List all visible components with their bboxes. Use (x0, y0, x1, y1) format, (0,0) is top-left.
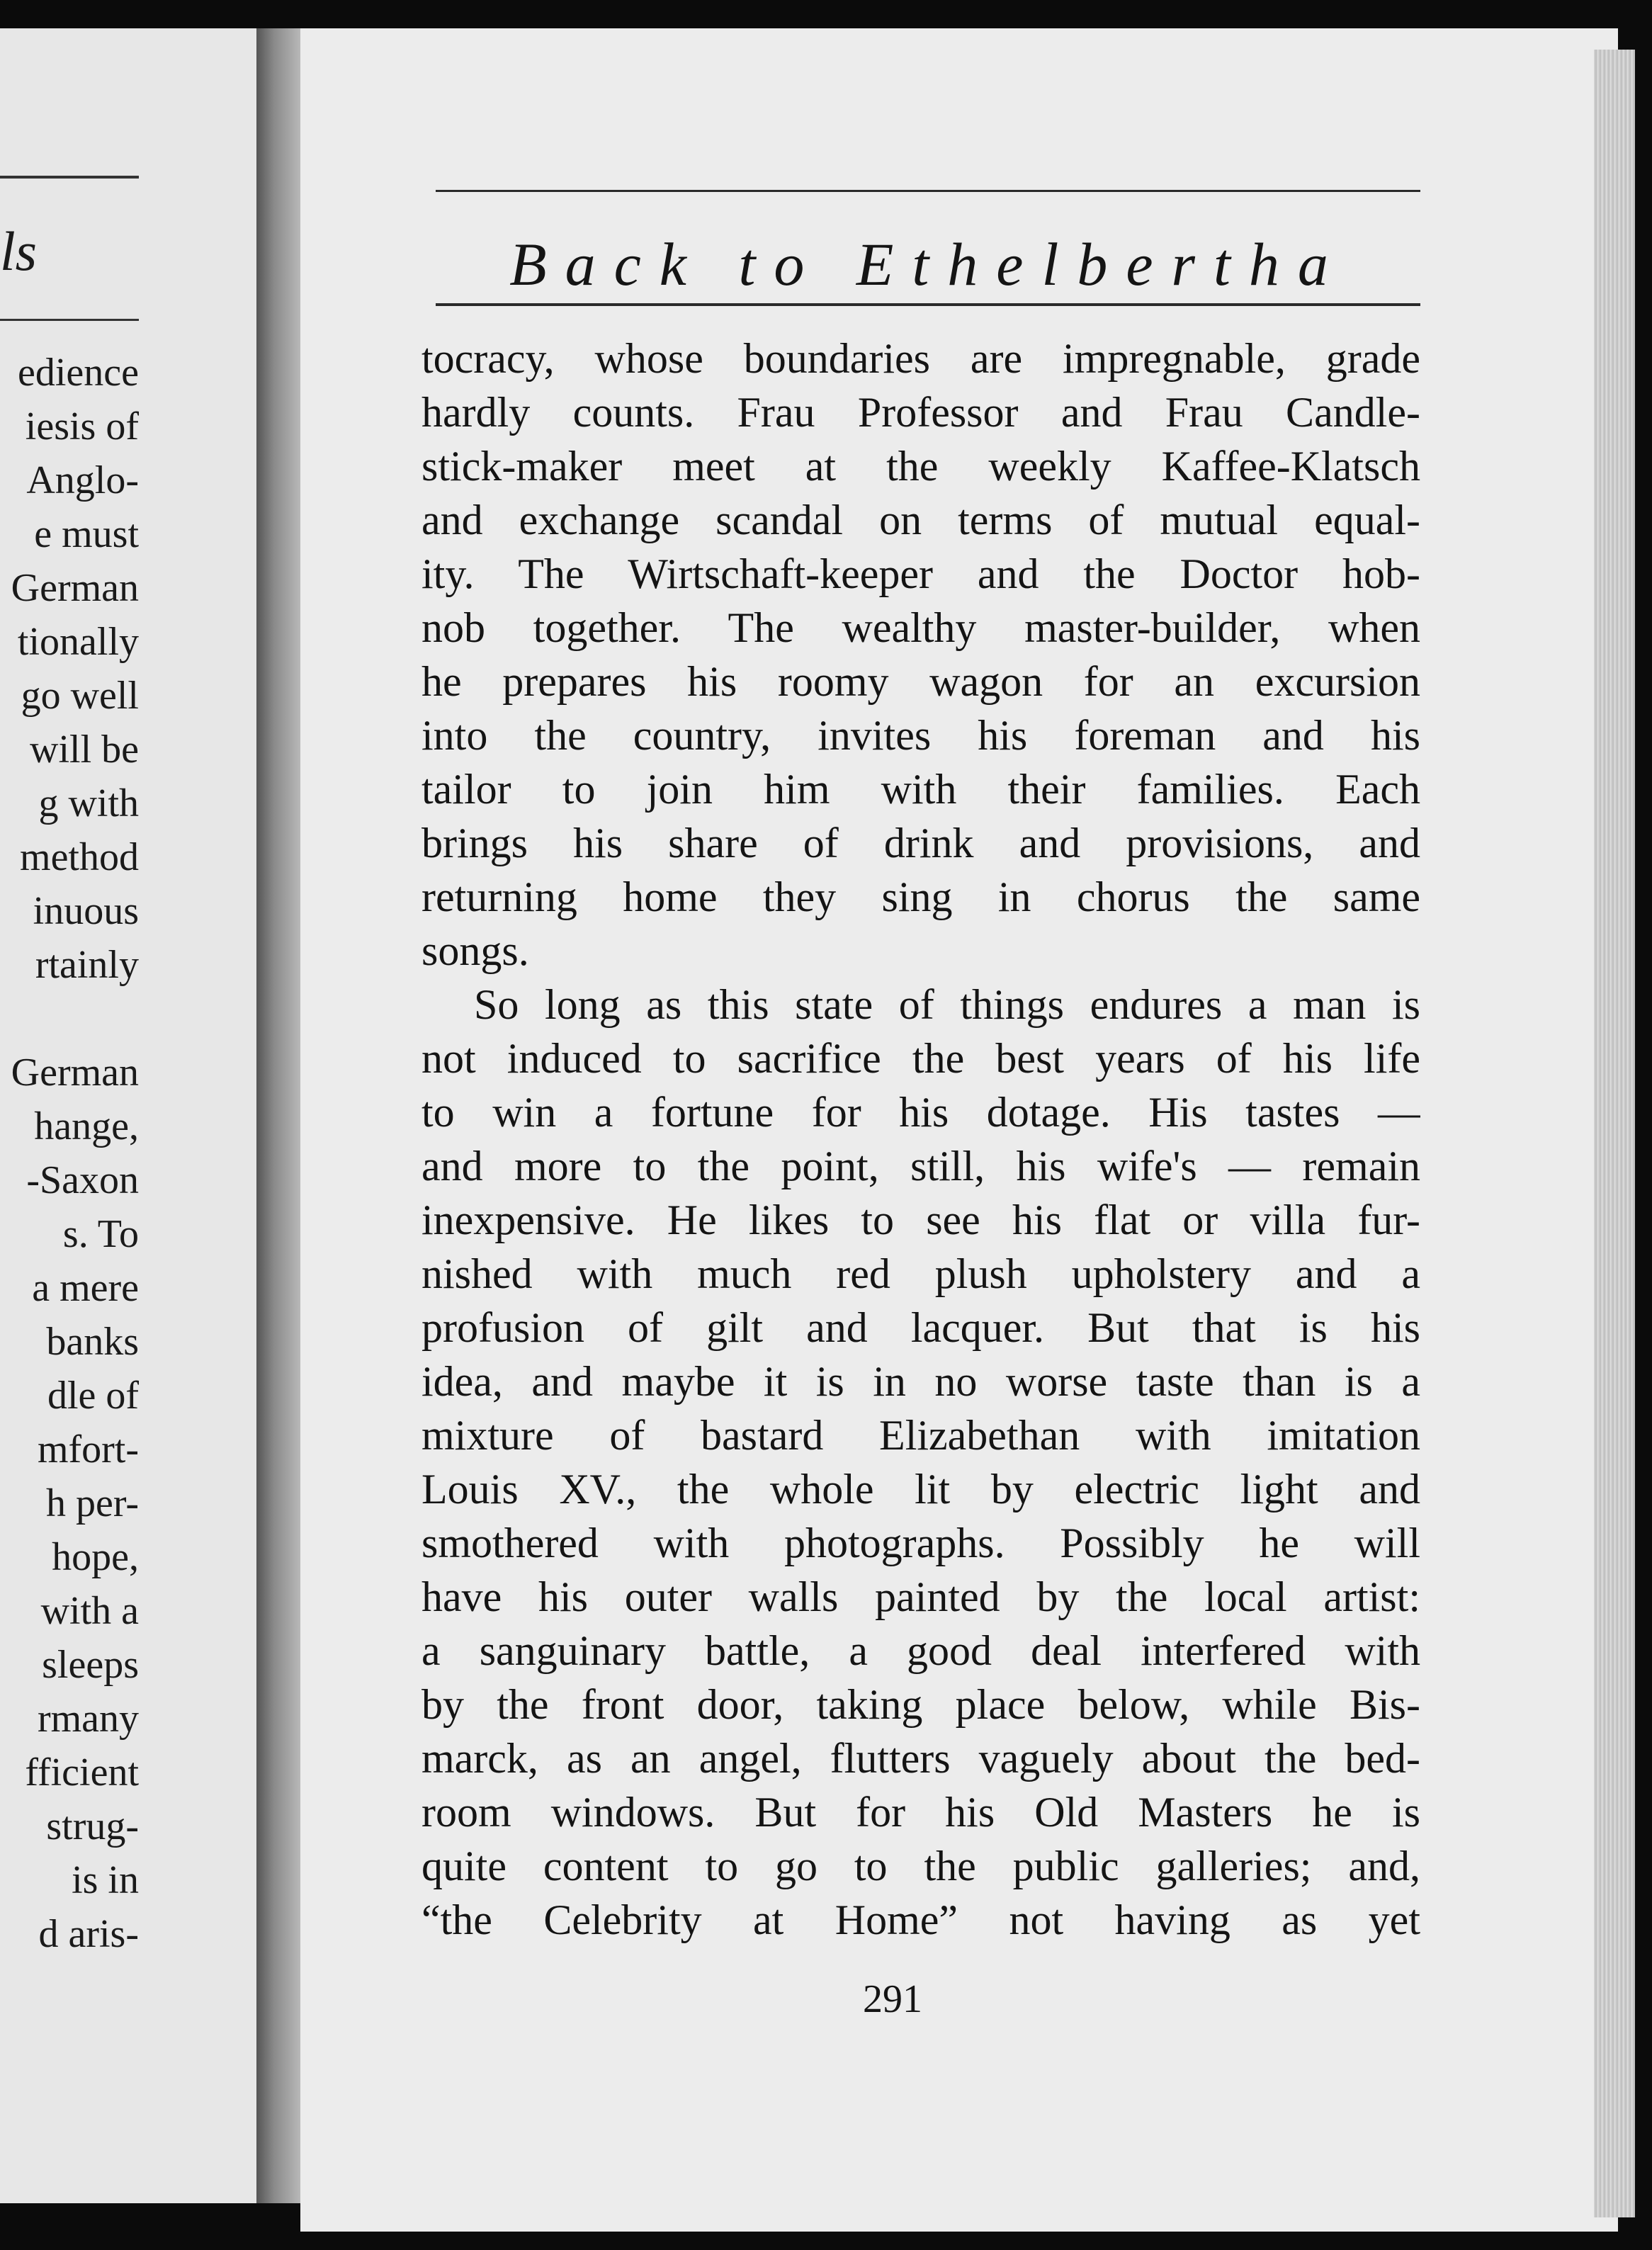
text-line: hardly counts. Frau Professor and Frau Candle- (422, 389, 1420, 436)
text-line: have his outer walls painted by the local artist: (422, 1573, 1420, 1620)
page-edges (1594, 50, 1635, 2217)
left-text-line: fficient (25, 1751, 139, 1794)
text-line: inexpensive. He likes to see his flat or villa fur- (422, 1197, 1420, 1243)
left-page (0, 28, 256, 2203)
left-text-line: hange, (34, 1104, 139, 1148)
text-line: he prepares his roomy wagon for an excursion (422, 658, 1420, 705)
text-line: profusion of gilt and lacquer. But that is his (422, 1304, 1420, 1351)
left-text-line: go well (21, 674, 139, 718)
text-line: smothered with photographs. Possibly he will (422, 1520, 1420, 1566)
text-line: quite content to go to the public galleries; and, (422, 1843, 1420, 1889)
left-text-line: tionally (17, 620, 139, 664)
text-line: So long as this state of things endures a man is (474, 981, 1420, 1028)
left-running-title-fragment: ls (0, 220, 38, 282)
text-line: to win a fortune for his dotage. His tastes — (422, 1089, 1420, 1136)
text-line: marck, as an angel, flutters vaguely about the bed- (422, 1735, 1420, 1782)
left-text-line: s. To (62, 1212, 139, 1256)
left-text-line: strug- (46, 1804, 139, 1848)
book-spine (256, 28, 300, 2203)
text-line: room windows. But for his Old Masters he is (422, 1789, 1420, 1836)
left-page-text (0, 346, 139, 1961)
text-line: into the country, invites his foreman and his (422, 712, 1420, 759)
text-line: Louis XV., the whole lit by electric light and (422, 1466, 1420, 1513)
left-text-line: e must (34, 512, 139, 556)
left-text-line: method (20, 835, 139, 879)
left-text-line: iesis of (25, 405, 139, 448)
left-text-line: mfort- (37, 1428, 139, 1471)
left-text-line: is in (72, 1858, 139, 1902)
text-line: brings his share of drink and provisions, and (422, 820, 1420, 866)
left-text-line: Anglo- (26, 458, 139, 502)
left-text-line: edience (18, 351, 139, 395)
body-text (422, 332, 1420, 1947)
left-text-line: sleeps (42, 1643, 139, 1687)
left-text-line: will be (30, 728, 139, 771)
left-header-rule-top (0, 176, 139, 179)
text-line: idea, and maybe it is in no worse taste than is a (422, 1358, 1420, 1405)
running-title: Back to Ethelbertha (509, 230, 1347, 298)
left-text-line: hope, (52, 1535, 139, 1579)
text-line: and more to the point, still, his wife's — remain (422, 1143, 1420, 1189)
header-rule-bottom (436, 303, 1420, 306)
left-text-line (0, 992, 139, 1046)
text-line: nob together. The wealthy master-builder, when (422, 604, 1420, 651)
left-text-line: rmany (37, 1697, 139, 1741)
left-text-line: -Saxon (26, 1158, 139, 1202)
left-text-line: g with (38, 781, 139, 825)
text-line: and exchange scandal on terms of mutual equal- (422, 497, 1420, 543)
left-text-line: German (11, 1051, 139, 1095)
left-text-line: rtainly (35, 943, 139, 987)
text-line: mixture of bastard Elizabethan with imitation (422, 1412, 1420, 1459)
left-text-line: h per- (45, 1481, 139, 1525)
text-line: songs. (422, 927, 529, 974)
text-line: nished with much red plush upholstery and a (422, 1250, 1420, 1297)
text-line: “the Celebrity at Home” not having as yet (422, 1896, 1420, 1943)
left-text-line: inuous (33, 889, 139, 933)
text-line: by the front door, taking place below, while Bis- (422, 1681, 1420, 1728)
left-header-rule-bottom (0, 319, 139, 321)
text-line: ity. The Wirtschaft-keeper and the Doctor hob- (422, 550, 1420, 597)
text-line: not induced to sacrifice the best years of his life (422, 1035, 1420, 1082)
left-text-line: banks (46, 1320, 139, 1364)
text-line: stick-maker meet at the weekly Kaffee-Klatsch (422, 443, 1420, 490)
text-line: returning home they sing in chorus the same (422, 874, 1420, 920)
left-text-line: d aris- (38, 1912, 139, 1956)
left-text-line: German (11, 566, 139, 610)
left-text-line: dle of (47, 1374, 139, 1418)
page-number: 291 (863, 1977, 922, 2021)
text-line: tailor to join him with their families. Each (422, 766, 1420, 813)
text-line: a sanguinary battle, a good deal interfered with (422, 1627, 1420, 1674)
left-text-line: a mere (32, 1266, 139, 1310)
left-text-line: with a (40, 1589, 139, 1633)
text-line: tocracy, whose boundaries are impregnable, grade (422, 335, 1420, 382)
header-rule-top (436, 190, 1420, 192)
